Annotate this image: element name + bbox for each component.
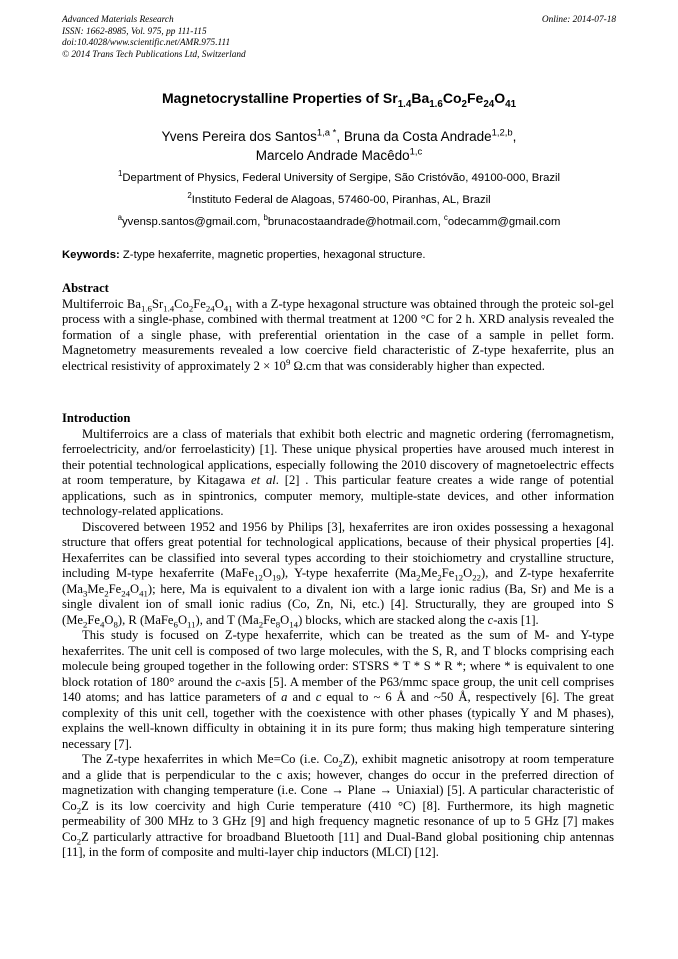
paper-title: Magnetocrystalline Properties of $Sr_{1.4}Ba_{1.6}Co_2Fe_{24}O_{41}$ [161,90,517,110]
keywords-text: Z-type hexaferrite, magnetic properties, hexagonal structure. [119,249,426,261]
doi-line: doi:10.4028/www.scientific.net/AMR.975.111 [62,38,231,48]
introduction-heading: Introduction [62,411,131,425]
author-name: Yvens Pereira dos Santos [161,129,317,144]
intro-paragraph-4: The Z-type hexaferrites in which Me=Co (i.e. $Co_2Z$), exhibit magnetic anisotropy at room temperature and a glide that is perpendicular to the c axis; however, changes do occur in the preferred direction of magnetization with changing temperature (i.e. Cone → Plane → Uniaxial) [5]. A particular characteristic of $Co_2Z$ is its low coercivity and high Curie temperature (410 °C) [8]. Furthermore, its high magnetic permeability of 300 MHz to 3 GHz [9] and high frequency magnetic resonance of up to 5 GHz [7] makes $Co_2Z$ particularly attractive for broadband Bluetooth [11] and Dual-Band global positioning chip antennas [11], in the form of composite and multi-layer chip inductors (MLCI) [12]. [62,752,614,859]
author-list [0,127,678,165]
keywords-label: Keywords: [62,249,120,261]
author-line-2: Marcelo Andrade Macêdo$^{1,c}$ [255,146,423,163]
copyright-line: © 2014 Trans Tech Publications Ltd, Switzerland [62,49,246,60]
abstract-section [62,281,614,374]
intro-paragraph-2: Discovered between 1952 and 1956 by Philips [3], hexaferrites are iron oxides possessing a hexagonal structure that offers great potential for technological applications, because of their physical properties [4]. Hexaferrites can be classified into several types according to their stoichiometry and crystalline structure, including M-type hexaferrite $(MaFe_{12}O_{19})$, Y-type hexaferrite $(Ma_2Me_2Fe_{12}O_{22})$, and Z-type hexaferrite $(Ma_3Me_2Fe_{24}O_{41})$; here, Ma is equivalent to a divalent ion with a large ionic radius (Ba, Sr) and Me is a single divalent ion of small ionic radius (Co, Zn, Ni, etc.) [4]. Structurally, they are grouped into S $(Me_2Fe_4O_8)$, R $(MaFe_6O_{11})$, and T $(Ma_2Fe_8O_{14})$ blocks, which are stacked along the c-axis [1]. [62,519,614,630]
author-name: , Bruna da Costa Andrade [336,129,492,144]
intro-paragraph-3: This study is focused on Z-type hexaferrite, which can be treated as the sum of M- and Y-type hexaferrites. The unit cell is composed of two large molecules, with the S, R, and T blocks comprising each molecule being grouped together in the following order: STSRS * T * S * R *; where * is equivalent to one block rotation of 180° around the c-axis [5]. A member of the P63/mmc space group, the unit cell comprises 140 atoms; and has lattice parameters of a and c equal to ~ 6 Å and ~50 Å, respectively [6]. The great complexity of this unit cell, together with the coexistence with other phases (typically Y and M phases), explains the well-known difficulty in obtaining it in its pure form; thus making high temperature sintering necessary [7]. [62,628,614,751]
journal-name: Advanced Materials Research [62,15,174,25]
introduction-section [62,411,614,861]
author-name: Marcelo Andrade Macêdo [255,148,410,163]
affiliation-1: $^1$Department of Physics, Federal University of Sergipe, São Cristóvão, 49100-000, Brazil [117,169,561,184]
abstract-text: Multiferroic $Ba_{1.6}Sr_{1.4}Co_2Fe_{24}O_{41}$ with a Z-type hexagonal structure was obtained through the proteic sol-gel process with a single-phase, combined with thermal treatment at 1200 °C for 2 h. XRD analysis revealed the formation of a single phase, with preferential orientation in the case of a sample in pellet form. Magnetometry measurements revealed a low coercive field characteristic of Z-type hexaferrite, plus an electrical resistivity of approximately $2 \times 10^9$ Ω.cm that was considerably higher than expected. [62,296,615,373]
abstract-heading: Abstract [62,281,109,295]
intro-paragraph-1: Multiferroics are a class of materials that exhibit both electric and magnetic ordering (ferromagnetism, ferroelectricity, and/or ferroelasticity) [1]. These unique physical properties have aroused much interest in their potential technological applications, especially following the 2010 discovery of magnetoelectric effects at room temperature, by Kitagawa et al. [2] . This particular feature creates a wide range of potential applications, such as in spintronics, computer memory, multiple-state devices, and other information technology-related applications. [62,426,614,518]
email-line: $^a$yvensp.santos@gmail.com, $^b$brunacostaandrade@hotmail.com, $^c$odecamm@gmail.com [117,213,561,228]
issn-line: ISSN: 1662-8985, Vol. 975, pp 111-115 [62,26,207,37]
author-line-1: Yvens Pereira dos Santos$^{1,a *}$, Bruna da Costa Andrade$^{1,2,b}$, [161,127,517,144]
online-date: Online: 2014-07-18 [541,15,616,25]
affiliation-2: $^2$Instituto Federal de Alagoas, 57460-00, Piranhas, AL, Brazil [187,191,491,206]
keywords [62,249,426,261]
running-header [62,15,616,61]
